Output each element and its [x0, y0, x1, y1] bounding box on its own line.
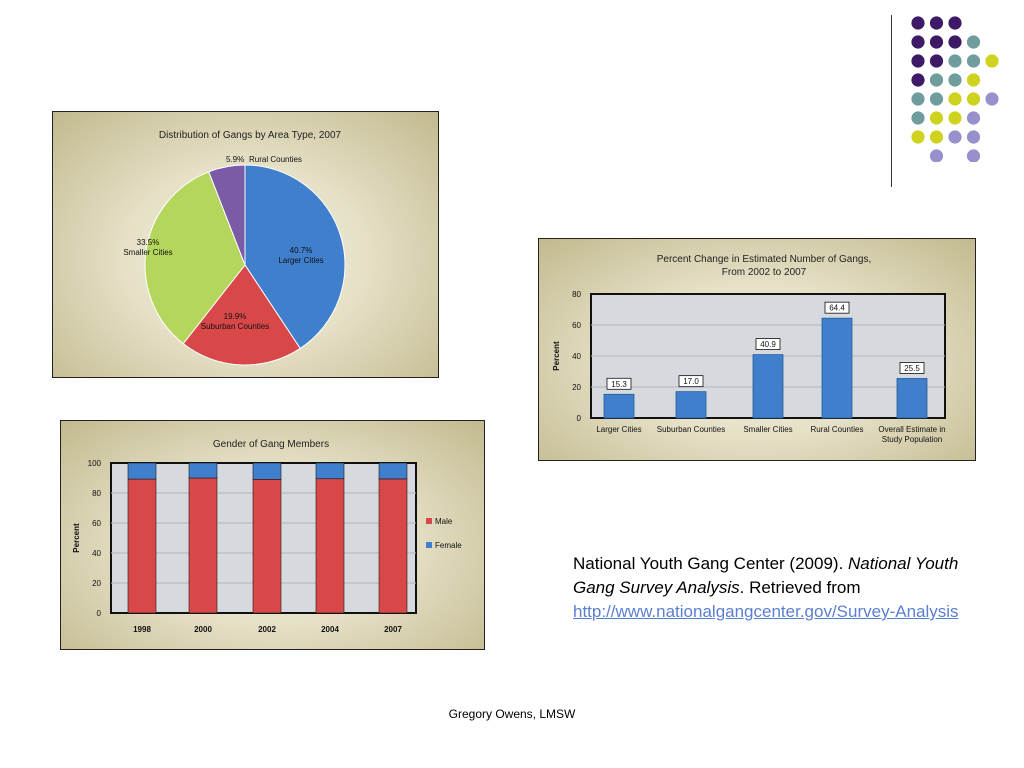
decor-dot	[967, 73, 980, 86]
stacked-bar-segment	[128, 479, 156, 613]
stack-title: Gender of Gang Members	[212, 439, 330, 450]
decor-dot	[930, 111, 943, 124]
y-tick-label: 40	[572, 352, 581, 361]
stacked-bar-segment	[379, 463, 407, 479]
y-tick-label: 0	[576, 414, 581, 423]
decor-dot	[948, 73, 961, 86]
x-category-label: Suburban Counties	[656, 425, 726, 434]
bar-value-label: 15.3	[611, 379, 627, 389]
bar-value-label: 25.5	[904, 363, 920, 373]
y-tick-label: 80	[572, 290, 581, 299]
decor-dot	[930, 92, 943, 105]
gender-stacked-bar-chart	[61, 421, 484, 649]
pie-slice-percent: 19.9%	[223, 312, 247, 321]
decor-dot	[967, 111, 980, 124]
y-axis-label: Percent	[552, 341, 561, 371]
y-tick-label: 20	[572, 383, 581, 392]
legend-label: Female	[435, 541, 462, 550]
decor-dot	[985, 92, 998, 105]
pie-slice-label: Larger Cities	[278, 256, 324, 265]
stacked-bar-segment	[189, 463, 217, 478]
decor-dot	[948, 35, 961, 48]
citation-suffix: . Retrieved from	[739, 578, 861, 597]
bar-value-label: 17.0	[683, 377, 699, 387]
y-tick-label: 60	[572, 321, 581, 330]
citation	[573, 552, 993, 624]
x-category-label: Study Population	[881, 435, 943, 444]
stacked-bar-segment	[316, 463, 344, 479]
y-tick-label: 100	[87, 459, 101, 468]
stacked-bar-segment	[128, 463, 156, 479]
pie-chart	[53, 112, 438, 377]
y-tick-label: 40	[92, 549, 101, 558]
decor-dot	[948, 130, 961, 143]
bar	[604, 394, 634, 418]
decor-dot	[911, 16, 924, 29]
pie-slice-label: Suburban Counties	[200, 322, 270, 331]
x-category-label: Larger Cities	[596, 425, 642, 434]
stacked-bar-segment	[253, 479, 281, 613]
y-tick-label: 0	[96, 609, 101, 618]
bar-value-label: 64.4	[829, 303, 845, 313]
decor-dot	[930, 35, 943, 48]
decor-dot	[930, 130, 943, 143]
decor-dot	[911, 35, 924, 48]
x-category-label: 1998	[133, 625, 151, 634]
decorative-dot-grid	[902, 12, 1012, 162]
decor-dot	[967, 54, 980, 67]
decor-dot	[930, 54, 943, 67]
stacked-bar-segment	[379, 479, 407, 613]
bar-value-label: 40.9	[760, 340, 776, 350]
decor-dot	[967, 130, 980, 143]
bar	[676, 392, 706, 418]
decor-dot	[930, 73, 943, 86]
legend-swatch	[426, 542, 432, 548]
bar-chart-panel	[538, 238, 976, 461]
stacked-bar-segment	[253, 463, 281, 479]
pie-title: Distribution of Gangs by Area Type, 2007	[158, 130, 342, 141]
decor-dot	[967, 149, 980, 162]
pie-slice-percent: 40.7%	[289, 246, 313, 255]
decor-dot	[948, 92, 961, 105]
bar	[822, 318, 852, 418]
decor-dot	[948, 54, 961, 67]
percent-change-bar-chart	[539, 239, 975, 460]
decor-dot	[911, 54, 924, 67]
x-category-label: 2000	[194, 625, 212, 634]
citation-prefix: National Youth Gang Center (2009).	[573, 554, 849, 573]
decor-dot	[948, 16, 961, 29]
pie-slice-percent: 5.9%	[226, 155, 245, 164]
decor-dot	[911, 111, 924, 124]
bar-title-line: From 2002 to 2007	[721, 267, 807, 278]
x-category-label: Overall Estimate in	[878, 425, 946, 434]
x-category-label: 2004	[321, 625, 339, 634]
pie-slice-label: Smaller Cities	[123, 248, 173, 257]
x-category-label: 2007	[384, 625, 402, 634]
citation-link[interactable]: http://www.nationalgangcenter.gov/Survey-Analysis	[573, 602, 959, 621]
decor-dot	[930, 16, 943, 29]
legend-label: Male	[435, 517, 453, 526]
decor-dot	[967, 35, 980, 48]
bar-title-line: Percent Change in Estimated Number of Gangs,	[656, 254, 872, 265]
stacked-bar-segment	[189, 478, 217, 613]
x-category-label: Rural Counties	[810, 425, 864, 434]
stacked-chart-panel	[60, 420, 485, 650]
pie-chart-panel	[52, 111, 439, 378]
citation-title: National Youth Gang Survey Analysis	[573, 554, 959, 597]
pie-slice-percent: 33.5%	[136, 238, 160, 247]
decor-dot	[911, 92, 924, 105]
x-category-label: Smaller Cities	[743, 425, 793, 434]
legend-swatch	[426, 518, 432, 524]
y-axis-label: Percent	[72, 523, 81, 553]
decor-dot	[930, 149, 943, 162]
stacked-bar-segment	[316, 479, 344, 613]
decor-dot	[967, 92, 980, 105]
y-tick-label: 60	[92, 519, 101, 528]
x-category-label: 2002	[258, 625, 276, 634]
decor-dot	[985, 54, 998, 67]
bar	[897, 378, 927, 418]
decor-dot	[948, 111, 961, 124]
footer-author: Gregory Owens, LMSW	[448, 707, 576, 721]
divider-line	[891, 15, 892, 187]
decor-dot	[911, 130, 924, 143]
y-tick-label: 20	[92, 579, 101, 588]
pie-slice-label: Rural Counties	[249, 155, 302, 164]
y-tick-label: 80	[92, 489, 101, 498]
decor-dot	[911, 73, 924, 86]
bar	[753, 355, 783, 418]
